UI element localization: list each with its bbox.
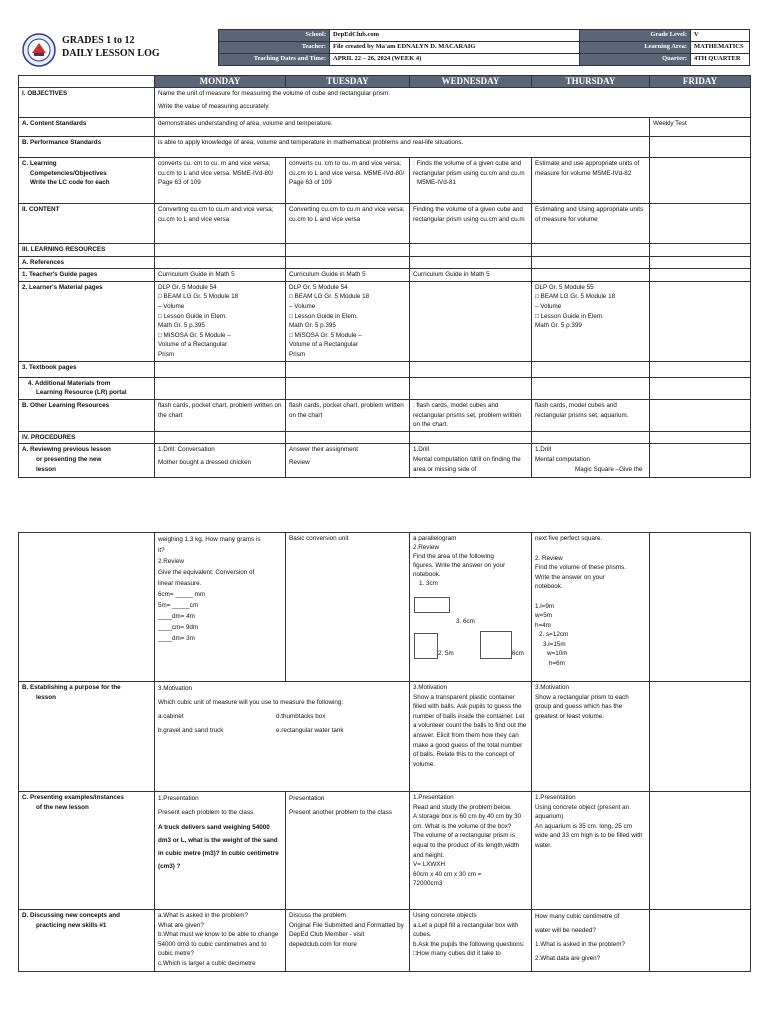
resources-label: III. LEARNING RESOURCES — [19, 244, 155, 257]
day-tuesday: TUESDAY — [286, 76, 410, 88]
content-wednesday: Finding the volume of a given cube and rectangular prism using cu.cm and cu.m — [410, 204, 532, 244]
area-label: Learning Area: — [580, 42, 691, 54]
competencies-wednesday: : Finds the volume of a given cube and rectangular prism using cu.cm and cu.m — [413, 160, 525, 177]
performance-standards-label: B. Performance Standards — [19, 137, 155, 158]
lm-tuesday: DLP Gr. 5 Module 54 □ BEAM LG Gr. 5 Module 18 – Volume □ Lesson Guide in Elem. Math Gr. 5 p.395 □ MISOSA Gr. 5 Module – Volume of a Rectangular Prism — [286, 281, 410, 361]
objectives-text-2: Write the value of measuring accurately — [158, 102, 269, 110]
purpose-row — [19, 682, 751, 792]
discussing-row — [19, 910, 751, 972]
reviewing-row — [19, 444, 751, 478]
textbook-label: 3. Textbook pages — [19, 361, 155, 377]
rectangle-figure-2 — [480, 631, 512, 659]
square-figure — [414, 597, 450, 613]
quarter-label: Quarter: — [580, 54, 691, 66]
competencies-label-2: Competencies/Objectives — [30, 169, 107, 177]
title-line-2: DAILY LESSON LOG — [62, 48, 160, 59]
reviewing-cont-thursday: next five perfect square. 2. Review Find the volume of these prisms. Write the answer on your notebook. 1.l=9m w=5m h=4m 2. s=12cm 3.l=15m w=10m h=6m — [532, 533, 650, 682]
reviewing-cont-monday: weighing 1.3 kg. How many grams is it? 2.Review Give the equivalent: Conversion of linear measure. 6cm= _____ mm 5m= _____cm ____dm= 4m ____cm= 9dm ____dm= 3m — [155, 533, 286, 682]
lesson-log-table-page2 — [18, 532, 751, 972]
additional-label-2: Learning Resource (LR) portal — [36, 389, 127, 397]
other-resources-row — [19, 399, 751, 431]
content-label: II. CONTENT — [19, 204, 155, 244]
figure-label-2: 2. 5m — [438, 650, 454, 657]
teacher-label: Teacher: — [219, 42, 330, 54]
objectives-text-1: Name the unit of measure for measuring the volume of cube and rectangular prism. — [158, 90, 391, 97]
day-thursday: THURSDAY — [532, 76, 650, 88]
competencies-thursday: Estimate and use appropriate units of measure for volume M5ME-IVd-82 — [532, 158, 650, 204]
other-wednesday: : flash cards, model cubes and rectangular prisms set, problem written on the chart. — [410, 399, 532, 431]
presenting-row — [19, 792, 751, 910]
discussing-label-1: D. Discussing new concepts and — [22, 912, 120, 919]
procedures-row — [19, 431, 751, 444]
dates-label: Teaching Dates and Time: — [219, 54, 330, 66]
content-monday: Converting cu.cm to cu.m and vice versa; cu.cm to L and vice versa — [155, 204, 286, 244]
header-info-table — [218, 29, 750, 66]
reviewing-cont-tuesday: Basic conversion unit — [286, 533, 410, 682]
reviewing-label-1: A. Reviewing previous lesson — [22, 446, 111, 454]
objectives-label: I. OBJECTIVES — [19, 88, 155, 118]
purpose-label-2: lesson — [36, 693, 56, 701]
competencies-monday: converts cu. cm to cu. m and vice versa; cu.cm to L and vice versa. M5ME-IVd-80/ Page 63 of 109 — [155, 158, 286, 204]
presenting-label-1: C. Presenting examples/instances — [22, 794, 124, 801]
friday-weekly-test: Weekly Test — [650, 118, 751, 137]
discussing-tuesday: Discuss the problem Original File Submitted and Formatted by DepEd Club Member - visit depedclub.com for more — [286, 910, 410, 972]
day-monday: MONDAY — [155, 76, 286, 88]
competencies-label-3: Write the LC code for each — [30, 179, 110, 187]
competencies-row — [19, 158, 751, 204]
content-standards-label: A. Content Standards — [19, 118, 155, 137]
reviewing-label-3: lesson — [36, 465, 56, 473]
title-line-1: GRADES 1 to 12 — [62, 35, 135, 46]
rectangle-figure-1 — [414, 633, 438, 659]
content-tuesday: Converting cu.cm to cu.m and vice versa; cu.cm to L and vice versa — [286, 204, 410, 244]
purpose-label-1: B. Establishing a purpose for the — [22, 684, 121, 691]
quarter-value: 4TH QUARTER — [691, 54, 750, 66]
competencies-tuesday: converts cu. cm to cu. m and vice versa; cu.cm to L and vice versa. M5ME-IVd-80/ Page 63 of 109 — [286, 158, 410, 204]
figure-label-3: 3. 6cm — [456, 618, 475, 625]
discussing-wednesday: Using concrete objects a.Let a pupil fill a rectangular box with cubes. b.Ask the pupils the following questions: □How many cubes did it take to — [410, 910, 532, 972]
figure-label-6cm: 6cm — [512, 650, 524, 657]
procedures-label: IV. PROCEDURES — [19, 431, 155, 444]
teacher-value: File created by Ma'am EDNALYN D. MACARAIG — [330, 42, 580, 54]
reviewing-monday-2: Mother bought a dressed chicken — [158, 458, 252, 466]
discussing-monday: a.What is asked in the problem? What are given? b.What must we know to be able to change 54000 dm3 to cubic centimetres and to cubic metre? c.Which is larger a cubic decimetre — [155, 910, 286, 972]
area-value: MATHEMATICS — [691, 42, 750, 54]
content-standards-row — [19, 118, 751, 137]
purpose-thursday: 3.Motivation Show a rectangular prism to each group and guess which has the greatest or least volume. — [532, 682, 650, 792]
discussing-thursday: How many cubic centimetre of water will be needed? 1.What is asked in the problem? 2.What data are given? — [532, 910, 650, 972]
reviewing-label-2: or presenting the new — [36, 455, 102, 463]
content-row — [19, 204, 751, 244]
lm-monday: DLP Gr. 5 Module 54 □ BEAM LG Gr. 5 Module 18 – Volume □ Lesson Guide in Elem. Math Gr. 5 p.395 □ MISOSA Gr. 5 Module – Volume of a Rectangular Prism — [155, 281, 286, 361]
purpose-monday: 3.Motivation Which cubic unit of measure will you use to measure the following: a.cabinet d.thumbtacks box b.gravel and sand truck e.rectangular water tank — [155, 682, 410, 792]
lm-thursday: DLP Gr. 5 Module 55 □ BEAM LG Gr. 5 Module 18 – Volume □ Lesson Guide in Elem. Math Gr. 5 p.399 — [532, 281, 650, 361]
other-tuesday: flash cards, pocket chart, problem written on the chart — [286, 399, 410, 431]
learners-material-row — [19, 281, 751, 361]
reviewing-continued-row — [19, 533, 751, 682]
day-wednesday: WEDNESDAY — [410, 76, 532, 88]
resources-row — [19, 244, 751, 257]
presenting-thursday: 1.Presentation Using concrete object (present an aquarium) An aquarium is 35 cm. long, 25 cm wide and 33 cm high is to be filled with water. — [532, 792, 650, 910]
school-value: DepEdClub.com — [330, 30, 580, 42]
content-thursday: Estimating and Using appropriate units of measure for volume — [532, 204, 650, 244]
additional-materials-row — [19, 377, 751, 399]
references-row — [19, 256, 751, 269]
presenting-wednesday: 1.Presentation Read and study the problem below. A storage box is 60 cm by 40 cm by 30 cm. What is the volume of the box? The volume of a rectangular prism is equal to the product of its length,width and height. V= LXWXH 60cm x 40 cm x 30 cm = 72000cm3 — [410, 792, 532, 910]
tg-monday: Curriculum Guide in Math 5 — [155, 269, 286, 282]
reviewing-wednesday: 1.Drill Mental computation /drill on finding the area or missing side of — [410, 444, 532, 478]
performance-standards-row — [19, 137, 751, 158]
reviewing-tuesday-2: Review — [289, 458, 310, 466]
reviewing-monday-1: 1.Drill: Conversation — [158, 446, 215, 454]
references-label: A. References — [19, 256, 155, 269]
school-label: School: — [219, 30, 330, 42]
other-thursday: flash cards, model cubes and rectangular prisms set, aquarium. — [532, 399, 650, 431]
content-standards-text: demonstrates understanding of area, volume and temperature. — [155, 118, 650, 137]
objectives-row — [19, 88, 751, 118]
additional-label-1: 4. Additional Materials from — [28, 379, 111, 387]
tg-tuesday: Curriculum Guide in Math 5 — [286, 269, 410, 282]
discussing-label-2: practicing new skills #1 — [36, 921, 107, 929]
purpose-wednesday: 3.Motivation Show a transparent plastic container filled with balls. Ask pupils to guess the number of balls inside the container. Let a volunteer count the balls to find out the answer. Elicit from them how they can make a good guess of the total number of balls. Relate this to the concept of volume. — [410, 682, 532, 792]
textbook-row — [19, 361, 751, 377]
performance-standards-text: is able to apply knowledge of area, volume and temperature in mathematical problems and real-life situations. — [155, 137, 650, 158]
presenting-label-2: of the new lesson — [36, 803, 89, 811]
reviewing-thursday-1: 1.Drill — [535, 446, 552, 454]
competencies-label-1: C. Learning — [22, 160, 57, 167]
teachers-guide-label: 1. Teacher's Guide pages — [19, 269, 155, 282]
tg-wednesday: Curriculum Guide in Math 5 — [410, 269, 532, 282]
other-resources-label: B. Other Learning Resources — [19, 399, 155, 431]
grade-value: V — [691, 30, 750, 42]
presenting-monday: 1.Presentation Present each problem to the class. A truck delivers sand weighing 54000 dm3 or L, what is the weight of the sand in cubic metre (m3)? In cubic centimetre (cm3) ? — [155, 792, 286, 910]
presenting-tuesday: Presentation Present another problem to the class — [286, 792, 410, 910]
reviewing-thursday-3: Magic Square –Give the — [575, 465, 643, 473]
deped-seal-logo — [22, 33, 56, 67]
day-friday: FRIDAY — [650, 76, 751, 88]
teachers-guide-row — [19, 269, 751, 282]
reviewing-cont-wednesday: a parallelogram 2.Review Find the area of the following figures. Write the answer on your notebook. 1. 3cm 3. 6cm 2. 5m 6cm — [410, 533, 532, 682]
competencies-wednesday-code: M5ME-IVd-81 — [417, 179, 456, 187]
document-title — [62, 34, 160, 60]
dates-value: APRIL 22 – 26, 2024 (WEEK 4) — [330, 54, 580, 66]
learners-material-label: 2. Learner's Material pages — [19, 281, 155, 361]
reviewing-tuesday-1: Answer their assignment — [289, 446, 358, 454]
day-header-row — [19, 76, 751, 88]
lesson-log-table-page1 — [18, 75, 751, 478]
grade-label: Grade Level: — [580, 30, 691, 42]
other-monday: flash cards, pocket chart, problem written on the chart — [155, 399, 286, 431]
reviewing-thursday-2: Mental computation — [535, 455, 590, 463]
